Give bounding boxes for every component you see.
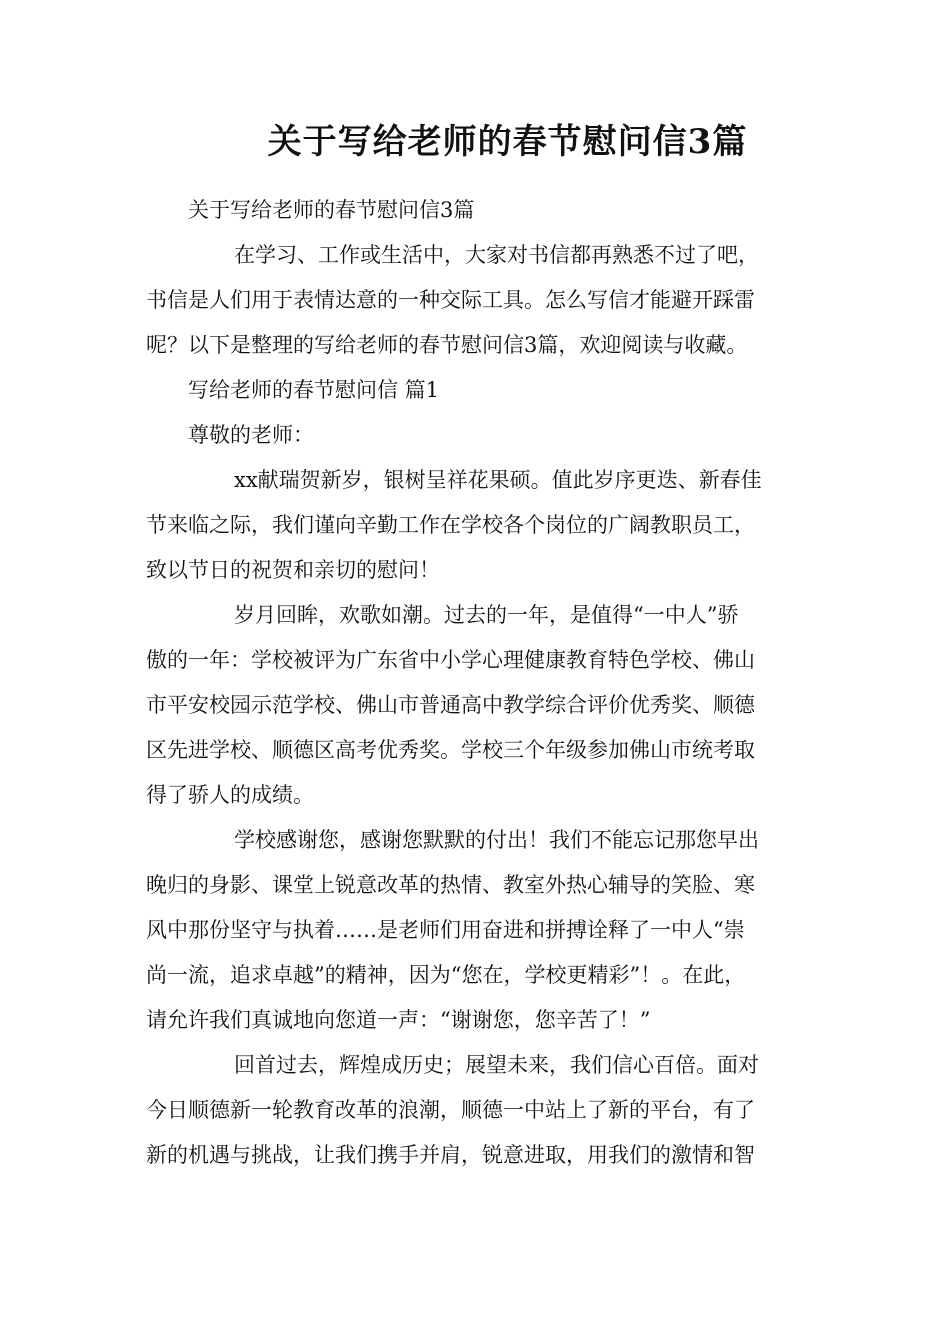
section-heading: 写给老师的春节慰问信 篇1 bbox=[188, 378, 440, 402]
paragraph-line: 学校感谢您，感谢您默默的付出！我们不能忘记那您早出 bbox=[234, 828, 759, 852]
paragraph-line: 区先进学校、顺德区高考优秀奖。学校三个年级参加佛山市统考取 bbox=[146, 738, 755, 762]
paragraph-line: 书信是人们用于表情达意的一种交际工具。怎么写信才能避开踩雷 bbox=[146, 288, 755, 312]
paragraph-line: 新的机遇与挑战，让我们携手并肩，锐意进取，用我们的激情和智 bbox=[146, 1143, 755, 1167]
paragraph-line: xx献瑞贺新岁，银树呈祥花果硕。值此岁序更迭、新春佳 bbox=[234, 468, 762, 492]
paragraph-line: 市平安校园示范学校、佛山市普通高中教学综合评价优秀奖、顺德 bbox=[146, 693, 755, 717]
paragraph-line: 得了骄人的成绩。 bbox=[146, 783, 314, 807]
paragraph-line: 尚一流，追求卓越”的精神，因为“您在，学校更精彩”！。在此， bbox=[146, 963, 746, 987]
paragraph-line: 呢？以下是整理的写给老师的春节慰问信3篇，欢迎阅读与收藏。 bbox=[146, 333, 748, 357]
document-title: 关于写给老师的春节慰问信3篇 bbox=[267, 122, 748, 162]
subtitle-line: 关于写给老师的春节慰问信3篇 bbox=[188, 198, 475, 222]
salutation: 尊敬的老师： bbox=[188, 423, 314, 447]
paragraph-line: 傲的一年：学校被评为广东省中小学心理健康教育特色学校、佛山 bbox=[146, 648, 755, 672]
paragraph-line: 致以节日的祝贺和亲切的慰问！ bbox=[146, 558, 440, 582]
paragraph-line: 岁月回眸，欢歌如潮。过去的一年，是值得“一中人”骄 bbox=[234, 603, 739, 627]
paragraph-line: 请允许我们真诚地向您道一声：“谢谢您，您辛苦了！” bbox=[146, 1008, 651, 1032]
paragraph-line: 节来临之际，我们谨向辛勤工作在学校各个岗位的广阔教职员工， bbox=[146, 513, 755, 537]
paragraph-line: 晚归的身影、课堂上锐意改革的热情、教室外热心辅导的笑脸、寒 bbox=[146, 873, 755, 897]
paragraph-line: 回首过去，辉煌成历史；展望未来，我们信心百倍。面对 bbox=[234, 1053, 759, 1077]
paragraph-line: 在学习、工作或生活中，大家对书信都再熟悉不过了吧， bbox=[234, 243, 759, 267]
paragraph-line: 风中那份坚守与执着……是老师们用奋进和拼搏诠释了一中人“崇 bbox=[146, 918, 745, 942]
document-body bbox=[146, 188, 826, 1178]
paragraph-line: 今日顺德新一轮教育改革的浪潮，顺德一中站上了新的平台，有了 bbox=[146, 1098, 755, 1122]
